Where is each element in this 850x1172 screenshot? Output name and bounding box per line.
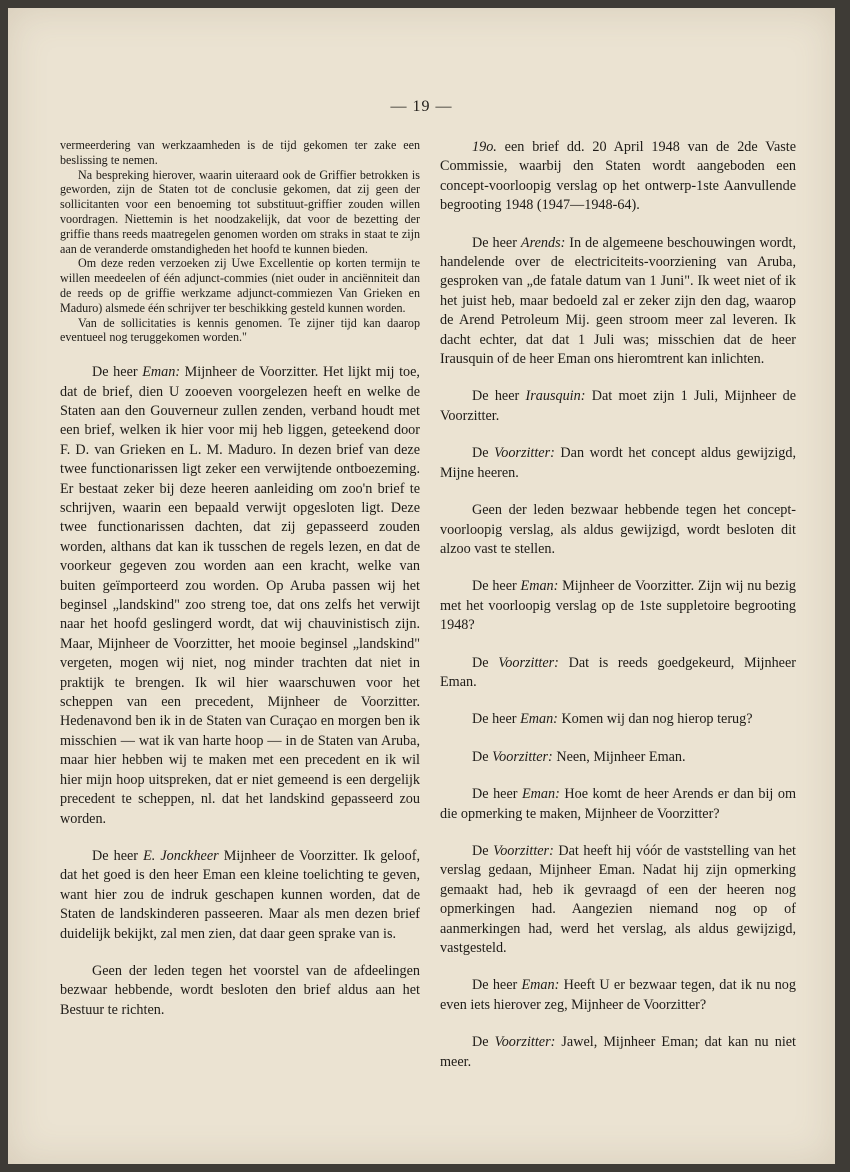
speaker-name: E. Jonckheer (143, 847, 219, 864)
speech-paragraph: De heer Arends: In de algemeene beschouwingen wordt, handelende over de electriciteits-voorziening van Aruba, gesproken van „de fatale datum van 1 Juni". Ik weet niet of ik het juist heb, maar bedoeld zal er zeker zijn den dag, waarop de Arend Petroleum Mij. geen stroom meer zal leveren. Ik dacht echter, dat dat 1 Juli was; misschien dat de heer Irausquin of de heer Eman ons hieromtrent kan inlichten. (440, 234, 796, 368)
letter-paragraph: Om deze reden verzoeken zij Uwe Excellentie op korten termijn te willen meedeelen of één adjunct-commies (niet ouder in anciënniteit dan de reeds op de griffie werkzame adjunct-commiezen Van Grieken en Maduro) alsmede één schrijver ter beschikking gesteld kunnen worden. (60, 256, 420, 315)
page-number: — 19 — (390, 98, 453, 115)
letter-paragraph: Van de sollicitaties is kennis genomen. Te zijner tijd kan daarop eventueel nog teruggekomen worden." (60, 315, 420, 345)
letter-paragraph: Na bespreking hierover, waarin uiteraard ook de Griffier betrokken is geworden, zijn de Staten tot de conclusie gekomen, dat zij geen der sollicitanten voor een benoeming tot substituut-griffier zouden willen voordragen. Niettemin is het noodzakelijk, dat voor de bezetting der griffie thans reeds maatregelen genomen worden om straks in staat te zijn aan de veranderde omstandigheden het hoofd te kunnen bieden. (60, 167, 420, 256)
speaker-name: Eman: (520, 711, 558, 728)
speech-paragraph: De heer Eman: Hoe komt de heer Arends er dan bij om die opmerking te maken, Mijnheer de Voorzitter? (440, 786, 796, 822)
speech-paragraph: De heer E. Jonckheer Mijnheer de Voorzitter. Ik geloof, dat het goed is den heer Eman een kleine toelichting te geven, want hier zou de indruk geschapen kunnen worden, dat de Staten de landskinderen passeeren. Maar als men dezen brief duidelijk bekijkt, zal men zien, dat daar geen sprake van is. (60, 847, 420, 942)
resolution-paragraph: Geen der leden bezwaar hebbende tegen het concept-voorloopig verslag, als aldus gewijzigd, wordt besloten dit alzoo vast te stellen. (440, 502, 796, 557)
speaker-name: Voorzitter: (492, 748, 553, 765)
speech-paragraph: De Voorzitter: Dan wordt het concept aldus gewijzigd, Mijne heeren. (440, 445, 797, 481)
speech-paragraph: De heer Eman: Mijnheer de Voorzitter. Het lijkt mij toe, dat de brief, dien U zooeven voorgelezen heeft en welke de Staten aan den Gouverneur zullen zenden, verband houdt met een brief, welken ik hier voor mij heb liggen, geteekend door F. D. van Grieken en L. M. Maduro. In dezen brief van deze twee functionarissen ligt zeker een verwijtende ontboezeming. Er bestaat zeker bij deze heeren aanleiding om zoo'n brief te schrijven, waarin een bepaald verwijt opgesloten ligt. Deze twee functionarissen dachten, dat zij gepasseerd zouden worden, althans dat kan ik tusschen de regels lezen, en dat de voorkeur gegeven zou worden aan een kracht, welke van buiten geïmporteerd zou worden. Op Aruba passen wij het beginsel „landskind" zoo streng toe, dat ons zelfs het verwijt naar het hoofd geslingerd wordt, dat wij chauvinistisch zijn. Maar, Mijnheer de Voorzitter, het mooie beginsel „landskind" vergeten, mogen wij niet, nog minder trachten dat niet in praktijk te brengen. Ik wil hier waarschuwen voor het scheppen van een precedent, Mijnheer de Voorzitter. Hedenavond ben ik in de Staten van Curaçao en morgen ben ik misschien — wat ik van harte hoop — in de Staten van Aruba, maar hier hebben wij te maken met een precedent en ik wil hier mijn hoop uitspreken, dat er niet gemeend is een dergelijk precedent te scheppen, nl. dat het landskind gepasseerd zou worden. (60, 364, 420, 827)
speaker-name: Arends: (520, 234, 566, 251)
speech-paragraph: De heer Eman: Heeft U er bezwaar tegen, dat ik nu nog even iets hierover zeg, Mijnheer de Voorzitter? (440, 977, 796, 1013)
speaker-name: Voorzitter: (494, 1034, 556, 1051)
resolution-paragraph: Geen der leden tegen het voorstel van de afdeelingen bezwaar hebbende, wordt besloten den brief aldus aan het Bestuur te richten. (60, 962, 420, 1018)
speaker-name: Eman: (522, 786, 560, 803)
speech-paragraph: De Voorzitter: Jawel, Mijnheer Eman; dat kan nu niet meer. (440, 1034, 797, 1070)
speech-paragraph: De heer Irausquin: Dat moet zijn 1 Juli, Mijnheer de Voorzitter. (440, 388, 796, 424)
speaker-name: Voorzitter: (494, 445, 555, 462)
document-page (8, 8, 835, 1164)
speech-paragraph: De Voorzitter: Neen, Mijnheer Eman. (472, 748, 686, 765)
speaker-name: Eman: (520, 578, 559, 595)
speech-paragraph: De heer Eman: Komen wij dan nog hierop terug? (472, 711, 753, 728)
agenda-item: 19o. een brief dd. 20 April 1948 van de 2de Vaste Commissie, waarbij den Staten wordt aangeboden een concept-voorloopig verslag op het ontwerp-1ste Aanvullende begrooting 1948 (1947—1948-64). (440, 139, 796, 214)
letter-paragraph: vermeerdering van werkzaamheden is de tijd gekomen ter zake een beslissing te nemen. (60, 138, 420, 167)
quoted-letter (60, 138, 420, 345)
speech-paragraph: De Voorzitter: Dat heeft hij vóór de vaststelling van het verslag gedaan, Mijnheer Eman. Nadat hij zijn opmerking gemaakt had, heb ik gevraagd of een der heeren nog opmerkingen had. Aangezien niemand nog op of aanmerkingen had, werd het verslag, als aldus gewijzigd, vastgesteld. (440, 842, 796, 956)
speech-paragraph: De heer Eman: Mijnheer de Voorzitter. Zijn wij nu bezig met het voorloopig verslag op de 1ste suppletoire begrooting 1948? (440, 578, 796, 634)
speaker-name: Voorzitter: (498, 654, 559, 671)
item-number: 19o. (472, 139, 497, 155)
left-column (60, 138, 420, 1020)
speaker-name: Irausquin: (525, 388, 586, 405)
speaker-name: Voorzitter: (493, 842, 554, 859)
right-column (440, 138, 796, 1072)
speech-paragraph: De Voorzitter: Dat is reeds goedgekeurd, Mijnheer Eman. (440, 654, 796, 690)
debate-left (60, 363, 420, 1020)
speaker-name: Eman: (521, 977, 560, 994)
speaker-name: Eman: (142, 364, 181, 381)
